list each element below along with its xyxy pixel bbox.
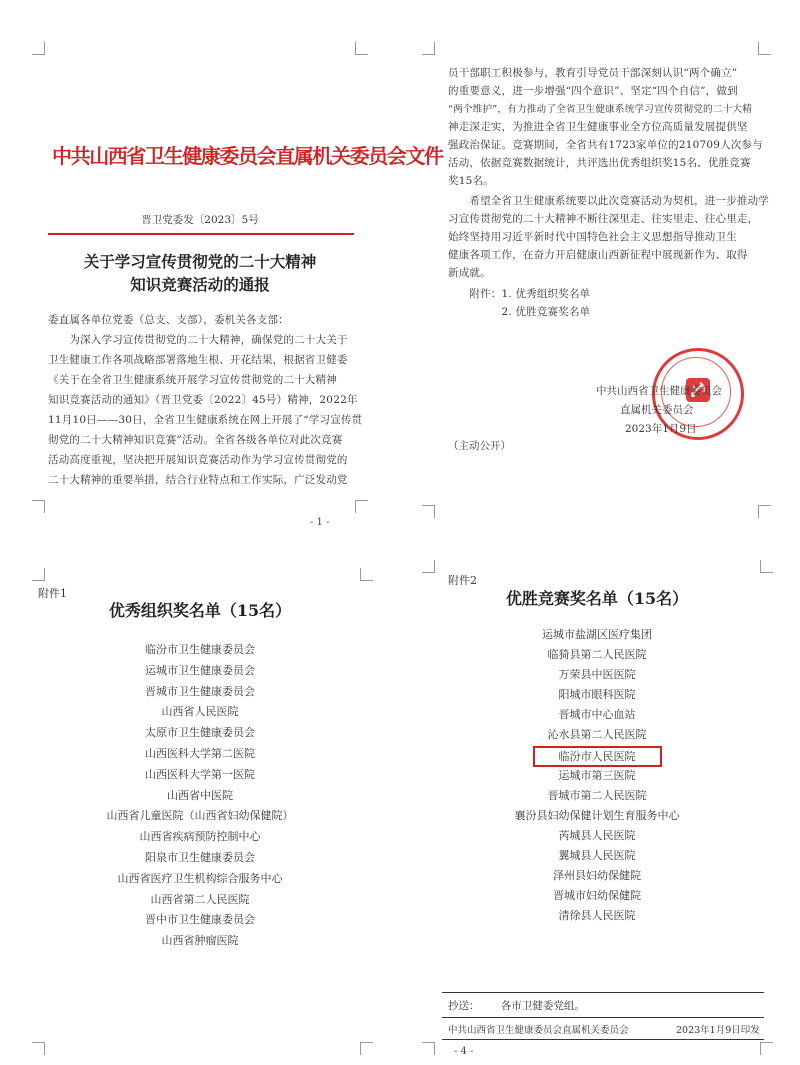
list-item: 山西医科大学第一医院 bbox=[145, 767, 255, 781]
list-item: 翼城县人民医院 bbox=[558, 849, 636, 863]
highlight-box: 临汾市人民医院 bbox=[533, 746, 662, 767]
list-item: 晋城市妇幼保健院 bbox=[553, 889, 641, 903]
list-item: 临猗县第二人民医院 bbox=[547, 648, 647, 662]
body-line: 健康各项工作，在奋力开启健康山西新征程中展现新作为、取得 bbox=[448, 249, 748, 261]
crop-mark bbox=[422, 1042, 435, 1055]
page-number: - 1 - bbox=[310, 517, 330, 528]
page-number: - 4 - bbox=[454, 1046, 474, 1057]
list-item: 运城市卫生健康委员会 bbox=[145, 663, 255, 677]
list-item: 运城市盐湖区医疗集团 bbox=[542, 628, 652, 641]
crop-mark bbox=[32, 568, 45, 581]
document-number: 晋卫党委发〔2023〕5号 bbox=[141, 214, 259, 226]
list-item: 晋城市第二人民医院 bbox=[547, 788, 647, 802]
attachment-label: 附件2 bbox=[448, 574, 477, 587]
attachment-line-2: 2. 优胜竞赛奖名单 bbox=[448, 306, 591, 318]
list-item: 泽州县妇幼保健院 bbox=[553, 869, 641, 883]
list-item: 阳城市眼科医院 bbox=[558, 688, 636, 702]
list-item: 万荣县中医医院 bbox=[558, 668, 636, 682]
body-line: 神走深走实，为推进全省卫生健康事业全方位高质量发展提供坚 bbox=[448, 121, 748, 133]
body-line: 彻党的二十大精神知识竞赛”活动。全省各级各单位对此次竞赛 bbox=[48, 434, 343, 446]
footer-date: 2023年1月9日印发 bbox=[676, 1025, 760, 1036]
list-item: 襄汾县妇幼保健计划生育服务中心 bbox=[514, 808, 680, 822]
crop-mark bbox=[32, 1042, 45, 1055]
crop-mark bbox=[355, 500, 368, 513]
body-line: 强政治保证。竞赛期间，全省共有1723家单位的210709人次参与 bbox=[448, 139, 763, 151]
crop-mark bbox=[760, 1042, 773, 1055]
crop-mark bbox=[355, 42, 368, 55]
body-line: “两个维护”，有力推动了全省卫生健康系统学习宣传贯彻党的二十大精 bbox=[448, 104, 753, 115]
crop-mark bbox=[422, 42, 435, 55]
crop-mark bbox=[360, 1042, 373, 1055]
body-line: 11月10日——30日，全省卫生健康系统在网上开展了“学习宣传贯 bbox=[48, 414, 363, 426]
list-item: 山西省中医院 bbox=[167, 788, 233, 802]
body-line: 的重要意义，进一步增强“四个意识”、坚定“四个自信”，做到 bbox=[448, 85, 738, 97]
signature-org: 中共山西省卫生健康委员会 bbox=[596, 385, 722, 397]
list-item: 山西省医疗卫生机构综合服务中心 bbox=[117, 871, 283, 885]
list-item: 晋城市卫生健康委员会 bbox=[145, 684, 255, 698]
public-note: （主动公开） bbox=[448, 440, 511, 452]
body-line: 习宣传贯彻党的二十大精神不断往深里走、往实里走、往心里走， bbox=[448, 213, 759, 225]
document-header: 中共山西省卫生健康委员会直属机关委员会文件 bbox=[52, 144, 443, 168]
cc-label: 抄送： bbox=[448, 1000, 480, 1012]
list-title: 优秀组织奖名单（15名） bbox=[108, 601, 292, 620]
crop-mark bbox=[758, 505, 771, 518]
body-line: 为深入学习宣传贯彻党的二十大精神，确保党的二十大关于 bbox=[48, 334, 348, 346]
signature-date: 2023年1月9日 bbox=[625, 423, 697, 435]
crop-mark bbox=[422, 505, 435, 518]
list-item: 运城市第三医院 bbox=[558, 768, 636, 782]
body-line: 委直属各单位党委（总支、支部），委机关各支部： bbox=[48, 314, 289, 326]
list-title: 优胜竞赛奖名单（15名） bbox=[505, 589, 689, 608]
cc-value: 各市卫健委党组。 bbox=[500, 1000, 585, 1012]
list-item: 山西省人民医院 bbox=[161, 705, 239, 719]
list-item: 沁水县第二人民医院 bbox=[547, 728, 647, 742]
footer-rule bbox=[442, 1039, 764, 1040]
footer-org: 中共山西省卫生健康委员会直属机关委员会 bbox=[448, 1025, 629, 1036]
crop-mark bbox=[32, 500, 45, 513]
signature-org-line2: 直属机关委员会 bbox=[620, 404, 694, 416]
footer-rule bbox=[442, 992, 764, 993]
document-title-line2: 知识竞赛活动的通报 bbox=[130, 275, 270, 294]
list-item: 山西省儿童医院（山西省妇幼保健院） bbox=[106, 809, 294, 823]
award-list bbox=[0, 640, 400, 952]
list-item-highlighted bbox=[422, 746, 772, 766]
list-item: 临汾市卫生健康委员会 bbox=[145, 643, 255, 656]
crop-mark bbox=[32, 42, 45, 55]
list-item: 晋城市中心血站 bbox=[558, 708, 636, 722]
crop-mark bbox=[758, 42, 771, 55]
body-line: 始终坚持用习近平新时代中国特色社会主义思想指导推动卫生 bbox=[448, 231, 737, 243]
award-list bbox=[422, 625, 772, 926]
list-item: 山西省第二人民医院 bbox=[150, 892, 250, 906]
footer-rule bbox=[442, 1017, 764, 1018]
list-item: 阳泉市卫生健康委员会 bbox=[145, 850, 255, 864]
list-item: 山西省肿瘤医院 bbox=[161, 934, 239, 948]
list-item: 山西省疾病预防控制中心 bbox=[139, 830, 261, 844]
body-line: 希望全省卫生健康系统要以此次竞赛活动为契机，进一步推动学 bbox=[448, 195, 769, 207]
body-line: 卫生健康工作各项战略部署落地生根、开花结果，根据省卫健委 bbox=[48, 354, 348, 366]
body-line: 《关于在全省卫生健康系统开展学习宣传贯彻党的二十大精神 bbox=[48, 374, 337, 386]
body-line: 二十大精神的重要举措，结合行业特点和工作实际，广泛发动党 bbox=[48, 474, 348, 486]
list-item: 芮城县人民医院 bbox=[558, 828, 636, 842]
list-item: 太原市卫生健康委员会 bbox=[145, 726, 255, 740]
cc-row bbox=[448, 998, 585, 1013]
attachment-line-1: 附件：1. 优秀组织奖名单 bbox=[448, 288, 591, 300]
list-item: 晋中市卫生健康委员会 bbox=[145, 913, 255, 927]
crop-mark bbox=[360, 568, 373, 581]
crop-mark bbox=[760, 560, 773, 573]
crop-mark bbox=[422, 560, 435, 573]
list-item: 清徐县人民医院 bbox=[558, 909, 636, 923]
body-line: 活动，依据竞赛数据统计，共评选出优秀组织奖15名、优胜竞赛 bbox=[448, 157, 751, 169]
body-line: 活动高度重视，坚决把开展知识竞赛活动作为学习宣传贯彻党的 bbox=[48, 454, 348, 466]
document-title-line1: 关于学习宣传贯彻党的二十大精神 bbox=[83, 252, 317, 271]
body-line: 知识竞赛活动的通知》（晋卫党委〔2022〕45号）精神，2022年 bbox=[48, 394, 358, 406]
header-divider bbox=[48, 233, 354, 235]
list-item: 山西医科大学第二医院 bbox=[145, 746, 255, 760]
body-line: 奖15名。 bbox=[448, 175, 494, 187]
body-line: 新成就。 bbox=[448, 267, 491, 279]
body-line: 员干部职工积极参与，教育引导党员干部深刻认识“两个确立” bbox=[448, 67, 738, 79]
attachment-label: 附件1 bbox=[38, 587, 67, 600]
